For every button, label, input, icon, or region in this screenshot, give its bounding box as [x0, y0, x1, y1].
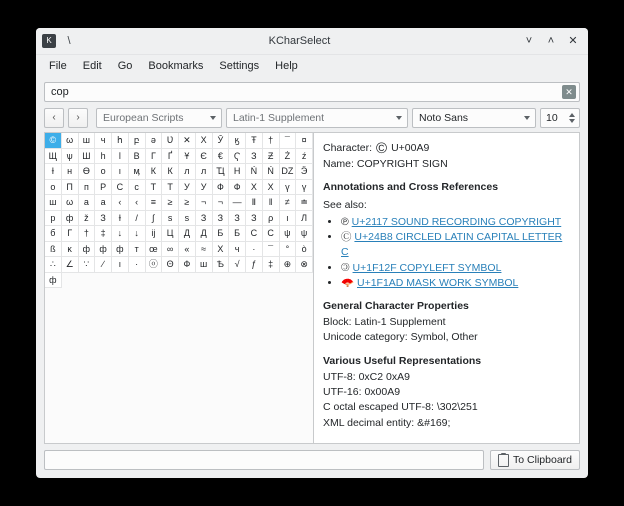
character-cell[interactable]: С	[112, 180, 129, 196]
xref-link[interactable]: U+2117 SOUND RECORDING COPYRIGHT	[351, 215, 562, 228]
character-cell[interactable]: З	[229, 211, 246, 227]
character-cell[interactable]: ω	[62, 195, 79, 211]
character-cell[interactable]: ß	[45, 242, 62, 258]
character-cell[interactable]: ·	[246, 242, 263, 258]
character-cell[interactable]: ф	[79, 242, 96, 258]
character-cell[interactable]: ò	[296, 242, 313, 258]
table-row	[45, 226, 313, 242]
character-cell[interactable]: °	[280, 242, 297, 258]
menu-bar	[36, 55, 588, 77]
character-cell[interactable]: ✕	[179, 133, 196, 149]
title-bar-left	[42, 34, 76, 48]
character-cell[interactable]: ı	[112, 164, 129, 180]
minimize-button[interactable]: ˅	[525, 35, 533, 47]
utf8-value: 0xC2 0xA9	[358, 370, 410, 383]
character-cell[interactable]: ф	[112, 242, 129, 258]
chevron-down-icon	[396, 116, 402, 120]
character-cell[interactable]: բ	[129, 133, 146, 149]
character-cell[interactable]: Ɨ	[45, 164, 62, 180]
font-size-value: 10	[546, 112, 558, 124]
title-bar	[36, 28, 588, 55]
character-cell[interactable]: Ń	[263, 164, 280, 180]
menu-go[interactable]: Go	[117, 60, 133, 72]
character-cell[interactable]: ź	[296, 149, 313, 165]
character-cell-empty	[146, 273, 163, 289]
character-cell[interactable]: Ш	[79, 149, 96, 165]
character-cell[interactable]: У	[179, 180, 196, 196]
character-cell[interactable]: л	[196, 164, 213, 180]
utf16-value: 0x00A9	[364, 386, 401, 399]
character-cell[interactable]: ‹	[129, 195, 146, 211]
character-name-line	[323, 157, 570, 172]
character-cell[interactable]: У	[196, 180, 213, 196]
chevron-down-icon	[210, 116, 216, 120]
character-cell[interactable]: Г	[146, 149, 163, 165]
representations-heading: Various Useful Representations	[323, 354, 482, 367]
character-details-panel	[314, 133, 579, 443]
character-cell[interactable]: Ż	[280, 149, 297, 165]
character-cell[interactable]: Ф	[213, 180, 230, 196]
character-cell[interactable]: ƒ	[246, 257, 263, 273]
character-cell[interactable]: ⊗	[296, 257, 313, 273]
bottom-bar	[36, 444, 588, 478]
utf8-property	[323, 370, 570, 385]
utf16-property	[323, 385, 570, 400]
character-cell[interactable]: ӏ	[112, 149, 129, 165]
c-octal-label: C octal escaped UTF-8:	[323, 401, 434, 414]
character-cell[interactable]: Х	[246, 180, 263, 196]
character-cell[interactable]: Г	[62, 226, 79, 242]
character-cell[interactable]: ⓞ	[146, 257, 163, 273]
character-cell[interactable]: ӎ	[129, 164, 146, 180]
character-cell[interactable]: ∞	[162, 242, 179, 258]
block-property	[323, 315, 570, 330]
character-cell[interactable]: К	[146, 164, 163, 180]
character-cell[interactable]: З	[95, 211, 112, 227]
list-item	[341, 215, 570, 230]
character-cell[interactable]: З	[196, 211, 213, 227]
list-item	[341, 261, 570, 276]
character-cell[interactable]: ү	[296, 180, 313, 196]
xref-link[interactable]: U+1F12F COPYLEFT SYMBOL	[352, 261, 502, 274]
character-cell[interactable]: ↓	[112, 226, 129, 242]
character-cell[interactable]: ф	[95, 242, 112, 258]
list-item	[341, 276, 570, 291]
name-label: Name:	[323, 158, 354, 171]
chevron-down-icon	[524, 116, 530, 120]
character-cell[interactable]: һ	[95, 149, 112, 165]
character-cell[interactable]: √	[229, 257, 246, 273]
search-row	[36, 77, 588, 106]
character-cell[interactable]: о	[45, 180, 62, 196]
xref-glyph: 🄯	[341, 261, 350, 274]
character-cell[interactable]: К	[162, 164, 179, 180]
list-item	[341, 230, 570, 260]
character-cell[interactable]: Л	[296, 211, 313, 227]
character-cell[interactable]: ≈	[196, 242, 213, 258]
character-cell[interactable]: ∵	[79, 257, 96, 273]
character-cell[interactable]: Д	[179, 226, 196, 242]
window-controls	[523, 35, 582, 47]
character-cell[interactable]: Ұ	[179, 149, 196, 165]
navigation-toolbar	[36, 106, 588, 132]
table-row	[45, 273, 313, 289]
character-cell[interactable]: Щ	[45, 149, 62, 165]
character-line	[323, 141, 570, 156]
table-row	[45, 242, 313, 258]
menu-settings[interactable]: Settings	[219, 60, 260, 72]
character-cell[interactable]: ⊕	[280, 257, 297, 273]
character-cell[interactable]: ч	[95, 133, 112, 149]
character-cell[interactable]: ѱ	[62, 149, 79, 165]
character-cell[interactable]: ≥	[162, 195, 179, 211]
character-cell[interactable]: œ	[146, 242, 163, 258]
character-cell[interactable]: Ц	[162, 226, 179, 242]
character-cell[interactable]: Ѣ	[213, 257, 230, 273]
character-cell[interactable]: В	[129, 149, 146, 165]
character-cell[interactable]: ı	[112, 257, 129, 273]
character-table[interactable]	[45, 133, 314, 443]
character-cell[interactable]: Ӭ	[296, 164, 313, 180]
character-cell[interactable]: ψ	[280, 226, 297, 242]
character-cell[interactable]: ѕ	[162, 211, 179, 227]
script-select-value: European Scripts	[103, 112, 184, 124]
clear-search-icon[interactable]: ✕	[562, 85, 576, 99]
character-cell[interactable]: Р	[95, 180, 112, 196]
menu-bookmarks[interactable]: Bookmarks	[148, 60, 204, 72]
character-cell[interactable]: Ҁ	[229, 149, 246, 165]
character-cell[interactable]: ı	[280, 211, 297, 227]
xref-glyph: 🪭	[341, 276, 355, 289]
character-cell[interactable]: П	[62, 180, 79, 196]
see-also-label: See also:	[323, 198, 367, 211]
character-cell[interactable]: н	[62, 164, 79, 180]
character-cell[interactable]: T	[146, 180, 163, 196]
character-cell[interactable]: —	[229, 195, 246, 211]
character-cell[interactable]: о	[95, 164, 112, 180]
character-cell-empty	[112, 273, 129, 289]
character-cell[interactable]: с	[129, 180, 146, 196]
character-cell[interactable]: л	[179, 164, 196, 180]
character-cell[interactable]: ©	[45, 133, 62, 149]
forward-button[interactable]: ›	[68, 108, 88, 128]
character-cell[interactable]: Ӯ	[213, 133, 230, 149]
character-cell[interactable]: т	[129, 242, 146, 258]
font-select-value: Noto Sans	[419, 112, 469, 124]
character-cell[interactable]: ∫	[146, 211, 163, 227]
block-select-value: Latin-1 Supplement	[233, 112, 325, 124]
character-cell[interactable]: ¬	[213, 195, 230, 211]
character-cell-empty	[79, 273, 96, 289]
character-cell[interactable]: ‖	[263, 195, 280, 211]
clipboard-icon	[498, 454, 509, 467]
character-cell[interactable]: З	[213, 211, 230, 227]
character-cell[interactable]: ¤	[296, 133, 313, 149]
font-size-stepper[interactable]	[540, 108, 580, 128]
search-wrapper	[44, 82, 580, 102]
script-select[interactable]	[96, 108, 222, 128]
to-clipboard-label: To Clipboard	[513, 454, 572, 466]
character-codepoint: U+00A9	[391, 142, 430, 154]
character-cell[interactable]: ч	[229, 242, 246, 258]
character-cell-empty	[162, 273, 179, 289]
character-cell[interactable]: п	[79, 180, 96, 196]
character-cell[interactable]: Θ	[162, 257, 179, 273]
character-cell[interactable]: ү	[280, 180, 297, 196]
character-cell[interactable]: ž	[79, 211, 96, 227]
character-glyph: ©	[376, 140, 388, 158]
category-value: Symbol, Other	[410, 331, 478, 344]
character-cell[interactable]: ӄ	[229, 133, 246, 149]
character-cell[interactable]: ∴	[45, 257, 62, 273]
character-cell[interactable]: «	[179, 242, 196, 258]
character-cell[interactable]: ѕ	[179, 211, 196, 227]
character-cell[interactable]: /	[129, 211, 146, 227]
character-cell-empty	[62, 273, 79, 289]
character-cell[interactable]: ш	[45, 195, 62, 211]
character-cell[interactable]: ↓	[129, 226, 146, 242]
character-cell[interactable]: ĳ	[146, 226, 163, 242]
category-property	[323, 330, 570, 345]
pin-icon[interactable]: \	[67, 35, 71, 47]
window-title: KCharSelect	[268, 35, 331, 47]
character-cell[interactable]: ¯	[280, 133, 297, 149]
character-cell[interactable]: Н	[229, 164, 246, 180]
character-cell[interactable]: ψ	[296, 226, 313, 242]
character-cell[interactable]: Х	[196, 133, 213, 149]
character-cell[interactable]: T	[162, 180, 179, 196]
character-cell[interactable]: ¬	[196, 195, 213, 211]
character-cell[interactable]: ≠	[280, 195, 297, 211]
character-cell[interactable]: ≐	[296, 195, 313, 211]
menu-file[interactable]: File	[49, 60, 67, 72]
general-properties-section	[323, 299, 570, 346]
character-cell[interactable]: Ф	[229, 180, 246, 196]
character-cell[interactable]: Ɨ	[112, 211, 129, 227]
character-cell[interactable]: З	[246, 149, 263, 165]
clipboard-text-input[interactable]	[44, 450, 484, 470]
character-cell[interactable]: Б	[229, 226, 246, 242]
character-cell[interactable]: а	[79, 195, 96, 211]
utf16-label: UTF-16:	[323, 386, 362, 399]
character-cell[interactable]: ф	[62, 211, 79, 227]
character-cell[interactable]: ә	[146, 133, 163, 149]
xref-link[interactable]: U+24B8 CIRCLED LATIN CAPITAL LETTER C	[341, 231, 563, 259]
character-cell[interactable]: С	[263, 226, 280, 242]
character-cell[interactable]: З	[246, 211, 263, 227]
c-octal-property	[323, 400, 570, 415]
character-cell[interactable]: С	[246, 226, 263, 242]
character-cell[interactable]: ρ	[263, 211, 280, 227]
character-cell[interactable]: ≡	[146, 195, 163, 211]
character-cell-empty	[246, 273, 263, 289]
block-value: Latin-1 Supplement	[354, 316, 446, 329]
close-button[interactable]: ✕	[568, 35, 578, 47]
character-cell-empty	[213, 273, 230, 289]
block-select[interactable]	[226, 108, 408, 128]
character-cell[interactable]: Ń	[246, 164, 263, 180]
character-cell[interactable]: հ	[112, 133, 129, 149]
table-row	[45, 195, 313, 211]
block-label: Block:	[323, 316, 352, 329]
table-row	[45, 257, 313, 273]
utf8-label: UTF-8:	[323, 370, 356, 383]
search-input[interactable]	[44, 82, 580, 102]
character-cell[interactable]: Ґ	[162, 149, 179, 165]
character-cell-empty	[296, 273, 313, 289]
table-row	[45, 133, 313, 149]
character-cell[interactable]: Ƶ	[263, 149, 280, 165]
character-cell-empty	[179, 273, 196, 289]
character-cell[interactable]: κ	[62, 242, 79, 258]
xref-glyph: ℗	[341, 215, 349, 228]
character-cell[interactable]: Ʋ	[162, 133, 179, 149]
character-cell[interactable]: Ҵ	[213, 164, 230, 180]
kcharselect-window	[36, 28, 588, 478]
character-cell-empty	[196, 273, 213, 289]
category-label: Unicode category:	[323, 331, 408, 344]
character-cell[interactable]: ‡	[263, 257, 280, 273]
character-cell[interactable]: ω	[62, 133, 79, 149]
character-cell[interactable]: Є	[196, 149, 213, 165]
stepper-up-icon[interactable]	[569, 113, 575, 117]
cross-reference-list	[323, 215, 570, 291]
maximize-button[interactable]: ˄	[547, 35, 555, 47]
table-row	[45, 180, 313, 196]
character-cell[interactable]: ‡	[95, 226, 112, 242]
character-cell[interactable]: †	[263, 133, 280, 149]
xref-link[interactable]: U+1F1AD MASK WORK SYMBOL	[357, 276, 519, 289]
xml-entity-label: XML decimal entity:	[323, 416, 415, 429]
character-cell[interactable]: ¯	[263, 242, 280, 258]
general-properties-heading: General Character Properties	[323, 299, 469, 312]
app-icon: K	[42, 34, 56, 48]
xml-entity-value: &#169;	[417, 416, 451, 429]
character-cell[interactable]: €	[213, 149, 230, 165]
character-cell-empty	[263, 273, 280, 289]
character-cell[interactable]: Ѳ	[79, 164, 96, 180]
character-cell-empty	[129, 273, 146, 289]
annotations-heading: Annotations and Cross References	[323, 181, 499, 194]
character-cell[interactable]: ф	[45, 273, 62, 289]
character-cell[interactable]: Ǳ	[280, 164, 297, 180]
character-cell[interactable]: Ф	[179, 257, 196, 273]
table-row	[45, 211, 313, 227]
name-value: COPYRIGHT SIGN	[356, 158, 448, 171]
character-cell-empty	[280, 273, 297, 289]
table-row	[45, 149, 313, 165]
character-cell[interactable]: а	[95, 195, 112, 211]
representations-section	[323, 354, 570, 431]
c-octal-value: \302\251	[436, 401, 478, 414]
character-cell[interactable]: †	[79, 226, 96, 242]
character-cell[interactable]: ‹	[112, 195, 129, 211]
character-cell[interactable]: Х	[263, 180, 280, 196]
menu-help[interactable]: Help	[275, 60, 298, 72]
table-row	[45, 164, 313, 180]
character-cell-empty	[95, 273, 112, 289]
to-clipboard-button[interactable]	[490, 450, 580, 470]
back-button[interactable]: ‹	[44, 108, 64, 128]
character-cell-empty	[229, 273, 246, 289]
character-cell[interactable]: Ŧ	[246, 133, 263, 149]
character-cell[interactable]: ш	[79, 133, 96, 149]
character-cell[interactable]: Х	[213, 242, 230, 258]
character-cell[interactable]: ∕	[95, 257, 112, 273]
character-cell[interactable]: р	[45, 211, 62, 227]
character-cell[interactable]: ш	[196, 257, 213, 273]
xml-entity-property	[323, 416, 570, 431]
character-label: Character:	[323, 142, 373, 154]
character-cell[interactable]: Ⅱ	[246, 195, 263, 211]
main-content	[44, 132, 580, 444]
font-select[interactable]	[412, 108, 536, 128]
character-cell[interactable]: Б	[213, 226, 230, 242]
character-cell[interactable]: ≥	[179, 195, 196, 211]
character-cell[interactable]: ·	[129, 257, 146, 273]
stepper-down-icon[interactable]	[569, 119, 575, 123]
xref-glyph: Ⓒ	[341, 231, 352, 244]
character-cell[interactable]: ∠	[62, 257, 79, 273]
character-cell[interactable]: Д	[196, 226, 213, 242]
character-cell[interactable]: б	[45, 226, 62, 242]
menu-edit[interactable]: Edit	[82, 60, 102, 72]
